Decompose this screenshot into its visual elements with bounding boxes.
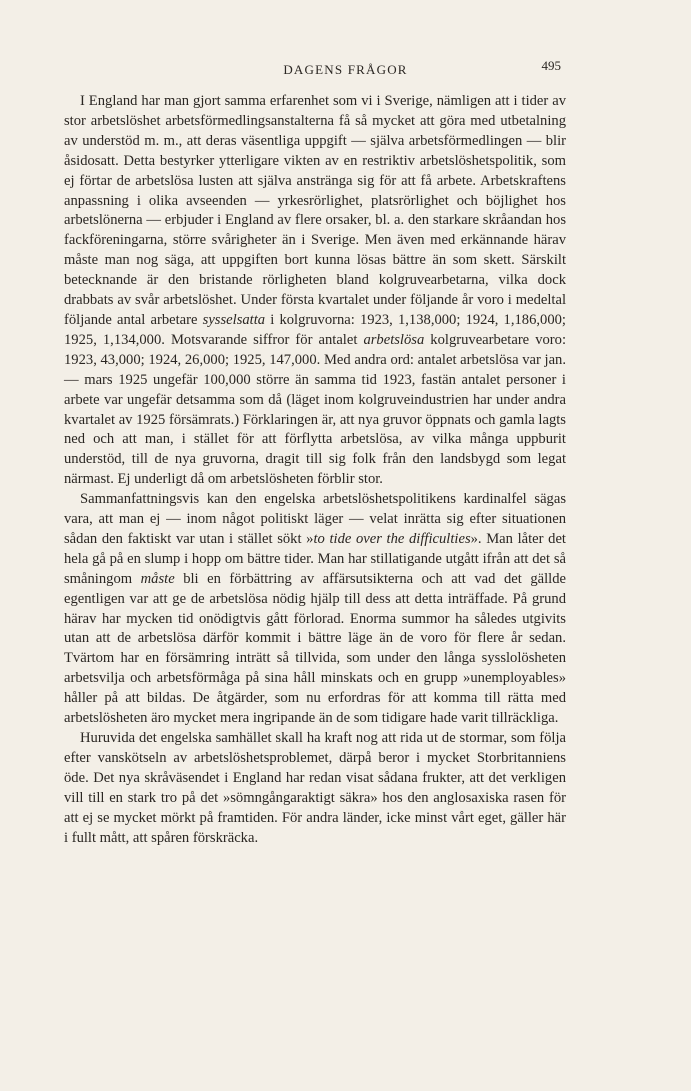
text-span: Huruvida det engelska samhället skall ha kraft nog att rida ut de stormar, som följa efter vanskötseln av arbetslöshetsproblemet, därpå beror i mycket Storbritanniens öde. Det nya skråväsendet i England har redan visat sådana frukter, att det verkligen vill till en stark tro på det »sömngångaraktigt säkra» hos den anglosaxiska rasen för att ej se mycket mörkt på framtiden. För andra länder, icke minst vårt eget, gäller här i fullt mått, att spåren förskräcka. [64, 730, 566, 846]
paragraph-1 [64, 92, 566, 490]
paragraph-2 [64, 490, 566, 729]
text-span: bli en förbättring av affärsutsikterna och att vad det gällde egentligen var att ge de arbetslösa nödig hjälp till dess att detta inträffade. På grund härav har mycken tid onödigtvis gått förlorad. Enorma summor ha således utgivits utan att de arbetslösa därför kommit i bättre läge än de voro för flere år sedan. Tvärtom har en försämring inträtt så tillvida, som under den långa sysslolösheten arbetsvilja och arbetsförmåga på sina håll minskats och en grupp »unemployables» håller på att bildas. De åtgärder, som nu erfordras för att komma till rätta med arbetslösheten äro mycket mera ingripande än de som tidigare hade varit tillräckliga. [64, 570, 566, 727]
page-header [0, 58, 691, 82]
italic-text: arbetslösa [363, 331, 425, 348]
page-number: 495 [541, 58, 561, 73]
text-span: i kolgruvorna: 1923, 1,138,000; 1924, 1,186,000; 1925, 1,134,000. Motsvarande siffror för antalet [64, 311, 566, 348]
italic-text: måste [140, 570, 175, 587]
text-span: Sammanfattningsvis kan den engelska arbetslöshetspolitikens kardinalfel sägas vara, att man ej — inom något politiskt läger — velat inrätta sig efter situationen sådan den faktiskt var utan i stället sökt » [64, 491, 566, 547]
running-title: DAGENS FRÅGOR [283, 62, 408, 77]
italic-text: to tide over the difficulties [313, 530, 471, 547]
body-text [64, 92, 566, 848]
text-span: I England har man gjort samma erfarenhet som vi i Sverige, nämligen att i tider av stor arbetslöshet arbetsförmedlingsanstalterna få så mycket att göra med utbetalning av understöd m. m., att deras väsentliga uppgift — själva arbetsförmedlingen — blir åsidosatt. Detta bestyrker ytterligare vikten av en restriktiv arbetslöshetspolitik, som ej förtar de arbetslösa lusten att själva anstränga sig för att få arbete. Arbetskraftens anpassning i olika avseenden — yrkesrörlighet, platsrörlighet och böjlighet hos arbetslönerna — erbjuder i England av flere orsaker, bl. a. den starkare skråandan hos fackföreningarna, större svårigheter än i Sverige. Men även med erkännande härav måste man nog säga, att uppgiften bort kunna lösas bättre än som skett. Särskilt betecknande är den bristande rörligheten bland kolgruvearbetarna, vilka dock drabbats av svår arbetslöshet. Under första kvartalet under följande år voro i medeltal följande antal arbetare [64, 93, 566, 328]
italic-text: sysselsatta [202, 311, 266, 328]
text-span: ». Man låter det hela gå på en slump i hopp om bättre tider. Man har stillatigande utgått ifrån att det så småningom [64, 530, 566, 587]
paragraph-3 [64, 729, 566, 848]
text-span: kolgruvearbetare voro: 1923, 43,000; 1924, 26,000; 1925, 147,000. Med andra ord: antalet arbetslösa var jan. — mars 1925 ungefär 100,000 större än samma tid 1923, fastän antalet personer i arbete var ungefär detsamma som då (läget inom kolgruveindustrien har under andra kvartalet av 1925 försämrats.) Förklaringen är, att nya gruvor öppnats och gamla lagts ned och att man, i stället för att förflytta arbetslösa, av vilka många uppburit understöd, till de nya gruvorna, dragit till sig folk från den landsbygd som legat närmast. Ej underligt då om arbetslösheten förblir stor. [64, 331, 566, 488]
